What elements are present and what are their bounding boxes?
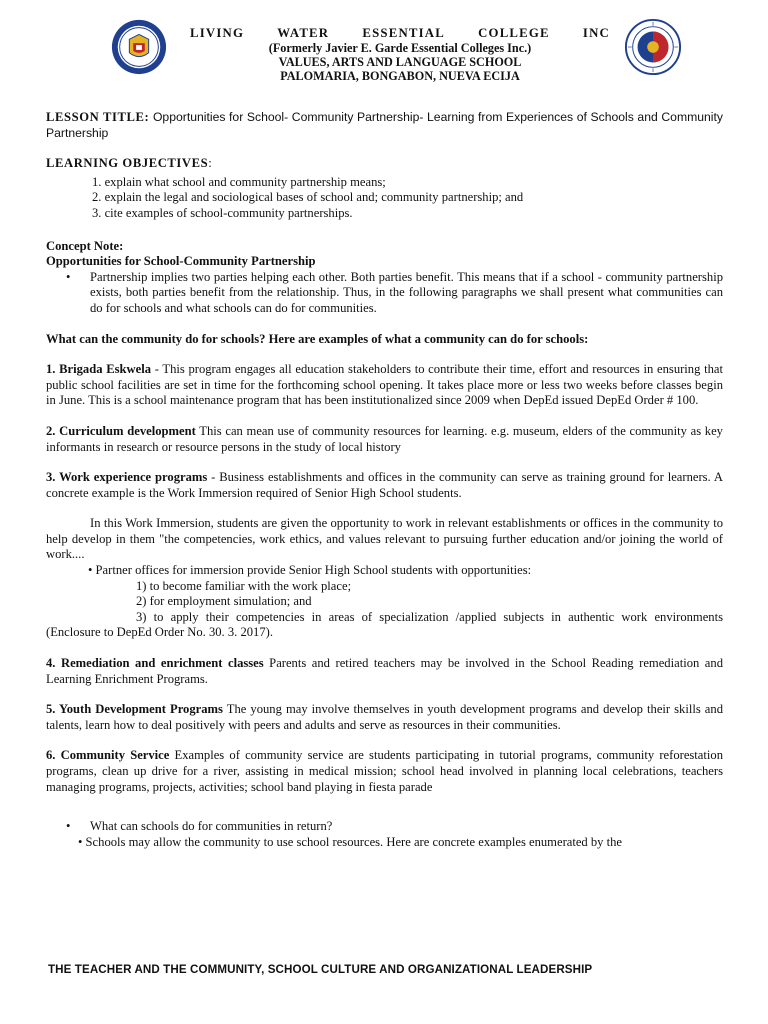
learning-objectives-heading	[46, 156, 723, 172]
opportunity-item: 3) to apply their competencies in areas of specialization /applied subjects in authentic work environments (Enclosure to DepEd Order No. 30. 3. 2017).	[46, 609, 723, 640]
opportunity-item: 2) for employment simulation; and	[136, 594, 312, 609]
immersion-paragraph: In this Work Immersion, students are given the opportunity to work in relevant establishments or offices in the community to help develop in them "the competencies, work ethics, and values relevant to pursuing further education and/or joining the world of work....	[46, 516, 723, 562]
example-text: Parents and retired teachers may be involved in the School Reading remediation and Learning Enrichment Programs.	[46, 656, 723, 686]
objective-item: 2. explain the legal and sociological bases of school and; community partnership; and	[92, 190, 524, 205]
schools-question-bullet	[46, 819, 723, 835]
example-text: - This program engages all education stakeholders to contribute their time, effort and resources in ensuring that public school facilities are set in time for the forthcoming school opening. It takes place more or less two weeks before classes begin in June. This is a school maintenance program that has been institutionalized since 2009 when DepEd issued DepEd Order # 100.	[46, 362, 723, 408]
commission-on-higher-education-seal-icon	[624, 18, 682, 76]
former-name: (Formerly Javier E. Garde Essential Colleges Inc.)	[268, 41, 532, 55]
example-title: 3. Work experience programs	[46, 470, 208, 485]
example-text: The young may involve themselves in youth development programs and develop their skills and talents, learn how to deal positively with peers and adults and serve as resources in their communities.	[46, 702, 723, 732]
example-item-5	[46, 702, 723, 733]
document-body	[46, 110, 723, 850]
objective-item: 1. explain what school and community partnership means;	[92, 174, 386, 189]
opportunity-item: 1) to become familiar with the work place;	[136, 578, 352, 593]
example-item-4	[46, 656, 723, 687]
school-department: VALUES, ARTS AND LANGUAGE SCHOOL	[278, 55, 522, 69]
school-name-word: COLLEGE	[478, 26, 550, 40]
example-item-6	[46, 748, 723, 795]
learning-objectives-label: LEARNING OBJECTIVES	[46, 156, 209, 171]
college-seal-icon	[110, 18, 168, 76]
lesson-title-text: Opportunities for School- Community Partnership- Learning from Experiences of Schools and Community Partnership	[46, 110, 723, 140]
example-title: 6. Community Service	[46, 748, 170, 763]
example-title: 4. Remediation and enrichment classes	[46, 656, 264, 671]
example-item-1	[46, 362, 723, 409]
example-title: 5. Youth Development Programs	[46, 702, 223, 717]
bullet-icon: •	[66, 269, 71, 284]
bullet-icon: •	[66, 819, 71, 834]
community-question: What can the community do for schools? Here are examples of what a community can do for schools:	[46, 331, 589, 346]
example-item-3	[46, 470, 723, 501]
school-name-word: LIVING	[190, 26, 245, 40]
school-name-word: ESSENTIAL	[362, 26, 445, 40]
example-title: 1. Brigada Eskwela	[46, 362, 152, 377]
school-name-word: INC	[582, 26, 610, 40]
example-item-2	[46, 424, 723, 455]
schools-resources-bullet: • Schools may allow the community to use school resources. Here are concrete examples enumerated by the	[78, 834, 623, 849]
objectives-list	[46, 175, 723, 222]
objective-item: 3. cite examples of school-community partnerships.	[92, 205, 353, 220]
learning-objectives-colon: :	[208, 156, 212, 171]
partner-offices-bullet: • Partner offices for immersion provide Senior High School students with opportunities:	[88, 563, 532, 578]
example-title: 2. Curriculum development	[46, 423, 196, 438]
example-text: Examples of community service are students participating in tutorial programs, community reforestation programs, clean up drive for a river, assisting in medical mission; school head involved in planning local celebrations, teachers managing programs, projects, activities; school band playing in fiesta parade	[46, 748, 723, 794]
lesson-title-label: LESSON TITLE:	[46, 110, 150, 124]
example-text: - Business establishments and offices in the community can serve as training ground for learners. A concrete example is the Work Immersion required of Senior High School students.	[46, 470, 723, 500]
school-name	[190, 26, 610, 41]
page-footer: THE TEACHER AND THE COMMUNITY, SCHOOL CULTURE AND ORGANIZATIONAL LEADERSHIP	[48, 963, 593, 976]
concept-bullet	[46, 270, 723, 317]
concept-note-label: Concept Note:	[46, 238, 124, 253]
school-name-word: WATER	[277, 26, 330, 40]
schools-question-text: What can schools do for communities in return?	[90, 819, 333, 834]
concept-heading: Opportunities for School-Community Partnership	[46, 254, 316, 269]
school-address: PALOMARIA, BONGABON, NUEVA ECIJA	[280, 69, 520, 83]
example-text: This can mean use of community resources for learning. e.g. museum, elders of the community as key informants in research or resource persons in the study of local history	[46, 423, 723, 454]
concept-bullet-text: Partnership implies two parties helping each other. Both parties benefit. This means that if a school - community partnership exists, both parties benefit from the relationship. Thus, in the following paragraphs we shall present what communities can do for schools and what schools can do for communities.	[90, 269, 723, 315]
lesson-title	[46, 110, 723, 141]
